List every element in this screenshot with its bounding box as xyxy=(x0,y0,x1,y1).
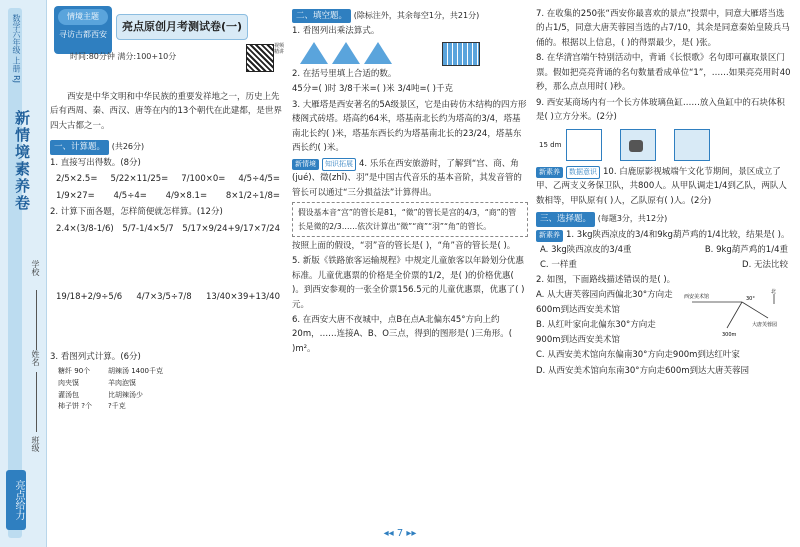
q1-3-figures xyxy=(50,366,286,414)
q1-2-prompt: 2. 计算下面各题，怎样简便就怎样算。(12分) xyxy=(50,207,223,218)
new-context-tag: 新情境 xyxy=(292,159,319,171)
new-literacy-tag: 新素养 xyxy=(536,167,563,179)
fig-label: 比胡辣汤少 xyxy=(107,390,143,399)
knowledge-tag: 知识拓展 xyxy=(322,158,356,172)
school-line xyxy=(36,290,37,350)
section-1-title: 一、计算题。 xyxy=(50,140,109,154)
calc-item: 5/7-1/4×5/7 xyxy=(122,223,174,234)
calc-item: 2.4×(3/8-1/6) xyxy=(56,223,114,234)
triangle-shape xyxy=(332,42,360,64)
option-d[interactable]: D. 从西安美术馆向东南30°方向走600m到达大唐芙蓉园 xyxy=(536,365,750,376)
q3-1-options xyxy=(536,243,792,257)
new-literacy-tag: 新素养 xyxy=(536,230,563,242)
fig-label: 柿子饼 xyxy=(58,402,79,411)
option-c[interactable]: C. 从西安美术馆向东偏南30°方向走900m到达红叶家 xyxy=(536,350,740,361)
q1-2-row xyxy=(50,289,286,305)
q1-1-row xyxy=(50,188,286,204)
theme-tag: 情境主题 xyxy=(58,9,108,25)
calc-item: 4/7×3/5÷7/8 xyxy=(136,291,192,302)
map-label: 北 xyxy=(771,289,777,296)
q3-1-options xyxy=(536,258,792,272)
q2-4-text xyxy=(292,157,528,201)
map-label: 大唐芙蓉园 xyxy=(752,322,778,329)
q2-5-text: 5. 新版《铁路旅客运输规程》中规定儿童旅客以年龄划分优惠标准。儿童优惠票的价格是全价票的1/2，是( )的价格优惠( )。到西安参观的一张全价票156.5元的儿童优惠票，优惠了( )元。 xyxy=(292,256,525,310)
q2-1-figure xyxy=(292,40,528,66)
q1-1-row xyxy=(50,171,286,187)
q2-10-body: 10. 白鹿原影视城端午文化节期间，景区成立了甲、乙两支义务保卫队，共800人。从甲队调走1/4到乙队，两队人数相等，甲队原有( )人，乙队原有( )人。(2分) xyxy=(536,166,787,206)
calc-item: 2/5×2.5= xyxy=(56,174,98,185)
q3-1-body: 1. 3kg陕西凉皮的3/4和9kg葫芦鸡的1/4比较，结果是( )。 xyxy=(566,229,790,240)
q1-1-prompt: 1. 直接写出得数。(8分) xyxy=(50,157,141,168)
class-label: 班级 xyxy=(31,436,40,452)
data-awareness-tag: 数据意识 xyxy=(566,166,600,180)
q1-3-prompt: 3. 看图列式计算。(6分) xyxy=(50,352,141,363)
option-a[interactable]: A. 从大唐芙蓉园向西偏北30°方向走600m到达西安美术馆 xyxy=(536,290,673,315)
route-map xyxy=(682,288,782,338)
page-number: ◂◂ 7 ▸▸ xyxy=(383,528,417,539)
q3-2-options xyxy=(536,288,676,347)
column-2 xyxy=(292,6,528,357)
school-label: 学校 xyxy=(31,260,40,276)
test-meta: 时间:80分钟 满分:100+10分 xyxy=(70,52,177,61)
rock-shape xyxy=(629,140,643,152)
tank-figures xyxy=(539,129,792,161)
map-line xyxy=(727,302,742,328)
brand-logo: 亮点给力 xyxy=(6,470,26,530)
fig-label: 1400千克 xyxy=(131,366,164,375)
section-2-title: 二、填空题。 xyxy=(292,9,351,23)
q2-2-prompt: 2. 在括号里填上合适的数。 xyxy=(292,68,397,79)
work-space xyxy=(50,305,286,349)
name-label: 姓名 xyxy=(31,350,40,366)
option-b[interactable]: B. 从红叶家向北偏东30°方向走900m到达西安美术馆 xyxy=(536,320,656,345)
q2-6-text: 6. 在西安大唐不夜城中，点B在点A北偏东45°方向上约20m，……连接A、B、O三点，得到的图形是( )三角形。( )m²。 xyxy=(292,314,513,354)
q3-2-text: 2. 如图，下面路线描述错误的是( )。 xyxy=(536,275,676,286)
fig-label: 灌汤包 xyxy=(58,390,79,399)
fig-label: ?千克 xyxy=(107,402,126,411)
q2-1-prompt: 1. 看图列出乘法算式。 xyxy=(292,26,380,37)
calc-item: 13/40×39+13/40 xyxy=(205,291,280,302)
q2-9-text: 9. 西安某商场内有一个长方体玻璃鱼缸……放入鱼缸中的石块体积是( )立方分米。(2分) xyxy=(536,97,785,123)
option-c[interactable]: C. 一样重 xyxy=(540,259,577,270)
tank-dimension: 15 dm xyxy=(539,140,562,149)
intro-text: 西安是中华文明和中华民族的重要发祥地之一，历史上先后有西周、秦、西汉、唐等在内的13个朝代在此建都，是世界四大古都之一。 xyxy=(50,92,282,131)
qr-code-icon xyxy=(246,44,274,72)
q2-10-text xyxy=(536,165,792,209)
q2-8-text: 8. 在华清宫端午特别活动中，背诵《长恨歌》名句即可赢取景区门票。假如把亮亮背诵的名句数量看成单位“1”，……如果亮亮用时40秒，那么点点用时( )秒。 xyxy=(536,53,791,93)
section-3-note: (每题3分，共12分) xyxy=(597,214,668,224)
triangle-figure xyxy=(300,42,392,64)
side-strip xyxy=(8,8,22,538)
tank-with-rock xyxy=(620,129,656,161)
map-label: 300m xyxy=(722,332,737,339)
triangle-shape xyxy=(364,42,392,64)
page-number-value: 7 xyxy=(396,528,404,539)
calc-item: 5/17×9/24+9/17×7/24 xyxy=(182,223,280,234)
q2-4-tail: 按照上面的假设，“羽”音的管长是( )，“角”音的管长是( )。 xyxy=(292,240,516,251)
calc-item: 4/5÷4/5= xyxy=(238,174,280,185)
calc-item: 8×1/2÷1/8= xyxy=(225,190,280,201)
tank-empty xyxy=(539,129,602,161)
option-d[interactable]: D. 无法比较 xyxy=(742,259,788,270)
calc-item: 4/9×8.1= xyxy=(165,190,208,201)
triangle-shape xyxy=(300,42,328,64)
calc-item: 4/5÷4= xyxy=(113,190,147,201)
q2-2-text: 45分=( )时 3/8千米=( )米 3/4吨=( )千克 xyxy=(292,84,453,95)
fig-label: 羊肉泡馍 xyxy=(107,378,136,387)
fig-label: 肉夹馍 xyxy=(58,378,79,387)
info-box: 假设基本音“宫”的管长是81，“徵”的管长是宫的4/3，“商”的管长是徵的2/3……依次计算出“徵”“商”“羽”“角”的管长。 xyxy=(292,202,528,237)
section-1-note: (共26分) xyxy=(111,142,145,152)
bar-diagram-1 xyxy=(58,366,92,414)
fig-label: ?个 xyxy=(81,402,92,411)
option-b[interactable]: B. 9kg葫芦鸡的1/4重 xyxy=(704,245,788,256)
sidebar xyxy=(0,0,47,547)
calc-item: 5/22×11/25= xyxy=(110,174,169,185)
fig-label: 90个 xyxy=(74,366,91,375)
option-a[interactable]: A. 3kg陕西凉皮的3/4重 xyxy=(540,245,632,256)
theme-name: 寻访古都西安 xyxy=(59,29,107,39)
tank-water xyxy=(674,129,710,161)
grid-figure xyxy=(442,42,480,66)
fig-label: 胡辣汤 xyxy=(107,366,129,375)
q1-2-row xyxy=(50,221,286,237)
test-header xyxy=(50,6,286,86)
q3-1-text xyxy=(536,228,792,242)
q2-7-text: 7. 在收集的250张“西安你最喜欢的景点”投票中，同意大雁塔当选的占1/5，同意大唐芙蓉园当选的占7/10，其余是同意秦始皇陵兵马俑的。根据以上信息，( )的得票最少，是( )张。 xyxy=(536,9,790,48)
column-3 xyxy=(536,6,792,379)
name-line xyxy=(36,372,37,432)
series-title: 新情境素养卷 xyxy=(13,110,31,212)
q2-4-body: 4. 乐乐在西安旅游时，了解到“宫、商、角(jué)、徵(zhǐ)、羽”是中国古代音乐的基本音阶，其发音管的管长可以通过“三分损益法”计算得出。 xyxy=(292,158,522,198)
section-3-title: 三、选择题。 xyxy=(536,212,595,226)
work-space xyxy=(50,237,286,289)
qr-label: 视频精讲 xyxy=(274,43,285,55)
q2-3-text: 3. 大雁塔是西安著名的5A级景区，它是由砖仿木结构的四方形楼阁式砖塔。塔高约64米，塔基南北长约为塔高的3/4，塔基南北长约( )米，塔基东西长约为塔基南北长的23/24，塔基东西长约( )米。 xyxy=(292,99,527,154)
section-2-note: (除标注外，其余每空1分，共21分) xyxy=(353,11,480,20)
bar-diagram-2 xyxy=(108,366,163,414)
map-label: 西安美术馆 xyxy=(684,294,710,301)
calc-item: 7/100×0= xyxy=(181,174,226,185)
theme-badge xyxy=(54,6,112,54)
map-line xyxy=(742,302,768,318)
fig-label: 糖纤 xyxy=(58,366,72,375)
map-label: 30° xyxy=(746,296,755,303)
q3-2-block xyxy=(536,288,792,347)
calc-item: 19/18+2/9÷5/6 xyxy=(56,291,123,302)
test-title: 亮点原创月考测试卷(一) xyxy=(116,14,248,40)
calc-item: 1/9×27= xyxy=(56,190,95,201)
edition-label: 数学六年级 上册 RJ xyxy=(12,14,21,84)
column-1 xyxy=(50,6,286,413)
